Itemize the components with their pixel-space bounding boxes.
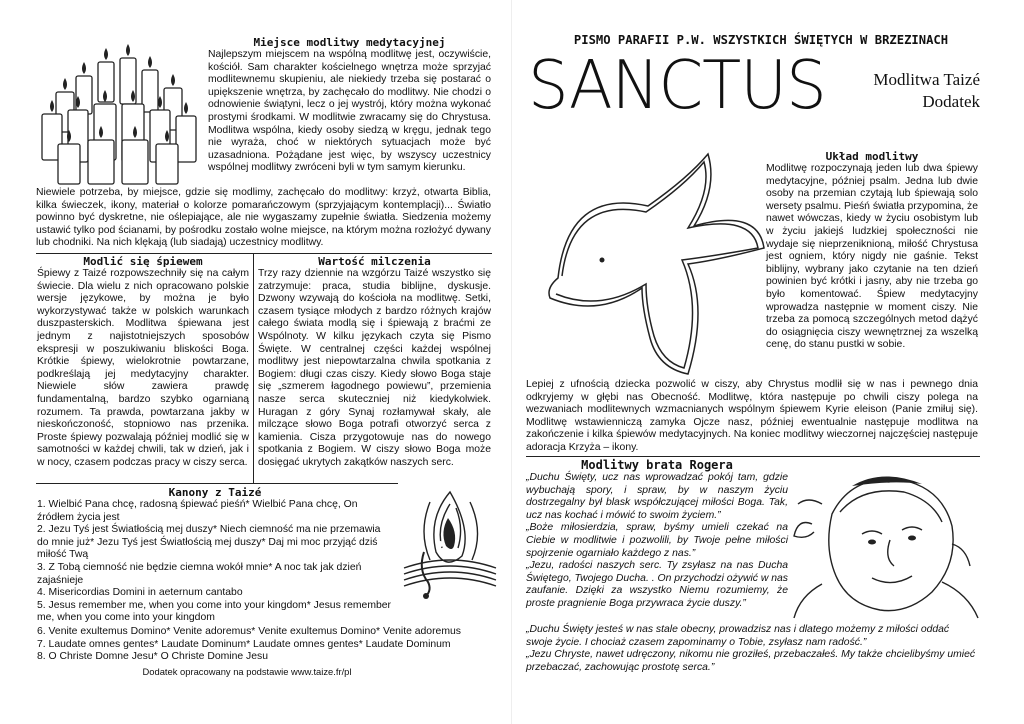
parish-header: PISMO PARAFII P.W. WSZYSTKICH ŚWIĘTYCH W BRZEZINACH [573, 33, 949, 47]
subtitle-taize: Modlitwa Taizé [873, 70, 980, 89]
roger-prayer: „Duchu Święty, ucz nas wprowadzać pokój tam, gdzie wybuchają spory, i spraw, by w naszym życiu dostrzegalny był blask współczującej miłości Boga. Tak, ucz nas kochać i mówić to swoim życiem.” [526, 472, 788, 521]
canon-item: 6. Venite exultemus Domino* Venite adoremus* Venite exultemus Domino* Venite adoremus [37, 626, 461, 637]
divider-left-vertical [253, 253, 254, 483]
candles-illustration [36, 40, 204, 188]
singing-text: Śpiewy z Taizé rozpowszechniły się na całym świecie. Dla wielu z nich opracowano polskie wersje językowe, by można je było wykorzystywać także w polskich warunkach duszpasterskich. Modlitwa śpiewana jest jednym z najistotniejszych sposobów ekspresji w poszukiwaniu bliskości Boga. Krótkie śpiewy, wielokrotnie powtarzane, podkreślają jej medytacyjny charakter. Niewiele słów zawiera prawdę fundamentalną, bardzo szybko ogarnianą rozumem. Ta prawda, powtarzana jakby w nieskończoność, stopniowo nas przenika. Proste śpiewy pozwalają później modlić się w samotności w każdej chwili, tak w dzień, jak i w nocy, czasem podczas pracy w ciszy serca. [37, 268, 249, 468]
layout-section [766, 150, 978, 352]
meditation-title: Miejsce modlitwy medytacyjnej [253, 36, 446, 49]
canons-footer: Dodatek opracowany na podstawie www.taize.fr/pl [142, 665, 352, 677]
meditation-section [208, 36, 491, 175]
subtitle-dodatek: Dodatek [922, 92, 980, 111]
silence-title: Wartość milczenia [318, 255, 431, 268]
canon-item: 5. Jesus remember me, when you come into your kingdom* Jesus remember me, when you come into your kingdom [37, 599, 392, 624]
divider-canons [36, 483, 398, 484]
page-fold [511, 0, 512, 724]
canons-full-items [37, 626, 497, 678]
layout-title: Układ modlitwy [825, 150, 919, 163]
meditation-text-full: Niewiele potrzeba, by miejsce, gdzie się modlimy, zachęcało do modlitwy: krzyż, otwarta Biblia, kilka świeczek, ikony, materiał o kolorze pomarańczowym (sprzyjającym kontemplacji)... Światło powinno być dyskretne, nie oślepiające, ale nie wygaszamy zupełnie światła. Siedzenia możemy ustawić tylko pod ścianami, by pośrodku zostało wolne miejsce, na którym można rozłożyć dywany lub chodniki. Na nich klękają (lub siadają) uczestnicy modlitwy. [36, 187, 491, 249]
canon-item: 7. Laudate omnes gentes* Laudate Dominum* Laudate omnes gentes* Laudate Dominum [37, 638, 451, 650]
canon-item: 1. Wielbić Pana chcę, radosną śpiewać pieśń* Wielbić Pana chcę, On źródłem życia jest [37, 499, 358, 523]
divider-roger [526, 456, 980, 457]
roger-prayer: „Duchu Święty jesteś w nas stale obecny, prowadzisz nas i dlatego możemy z miłości oddać swoje życie. I chociaż czasem zapominamy o Tobie, zsyłasz nam radość.” [526, 624, 950, 648]
roger-prayer: „Jezu, radości naszych serc. Ty zsyłasz na nas Ducha Świętego, Twojego Ducha. . On przychodzi ożywić w nas zaufanie. Dzięki za wszystko Niemu rozumiemy, że proste pragnienie Boga przywraca życie duszy.” [526, 560, 788, 609]
canon-item: 2. Jezu Tyś jest Światłością mej duszy* Niech ciemność ma nie przemawia do mnie już* Jezu Tyś jest Światłością mej duszy* Daj mi moc przyjąć dziś miłość Twą [37, 524, 381, 561]
canon-item: 3. Z Tobą ciemność nie będzie ciemna wokół mnie* A noc tak jak dzień zajaśnieje [37, 561, 362, 586]
brother-roger-portrait [792, 464, 980, 620]
singing-section [37, 255, 249, 470]
music-flame-illustration [400, 478, 500, 608]
roger-prayer: „Jezu Chryste, nawet udręczony, nikomu nie groziłeś, przebaczałeś. My także chcielibyśmy umieć przebaczać, zachowując prostotę serca.” [526, 649, 976, 673]
silence-section [258, 255, 491, 470]
masthead-sanctus: SANCTUS [528, 47, 826, 125]
roger-prayer: „Boże miłosierdzia, spraw, byśmy umieli czekać na Ciebie w modlitwie i pozwolili, by Twoje pełne miłości spojrzenie ogarniało każdego z nas.” [526, 522, 788, 559]
roger-section [526, 458, 788, 611]
singing-title: Modlić się śpiewem [83, 255, 203, 268]
meditation-text-wrapped: Najlepszym miejscem na wspólną modlitwę jest, oczywiście, kościół. Sam charakter kościelnego wnętrza może sprzyjać modlitewnemu skupieniu, ale niekiedy trzeba się postarać o upiększenie wnętrza, by zachęcało do modlitwy. Nie chodzi o odnowienie świątyni, lecz o jej wystrój, który można wykonać prostymi środkami. W modlitwie zwracamy się do Chrystusa. Modlitwa wspólna, kiedy osoby siedzą w kręgu, jednak tego nie wyraża, choć w niektórych sytuacjach może być uzasadniona. Pożądane jest więc, by wszyscy uczestnicy wspólnej modlitwy zwróceni byli w tym samym kierunku. [208, 49, 491, 174]
canons-title: Kanony z Taizé [168, 486, 262, 499]
layout-text-full: Lepiej z ufnością dziecka pozwolić w ciszy, aby Chrystus modlił się w nas i pewnego dnia odkryjemy w głębi nas Obecność. Modlitwę, która następuje po chwili ciszy polega na wezwaniach modlitewnych wzmacnianych wspólnym śpiewem Kyrie eleison (Panie zmiłuj się). Modlitwę wstawienniczą zamyka Ojcze nasz, później ewentualnie następuje modlitwa na zakończenie i kilka śpiewów medytacyjnych. Na koniec modlitwy wieczornej najczęściej następuje adoracja Krzyża – ikony. [526, 379, 978, 453]
roger-title: Modlitwy brata Rogera [581, 458, 733, 472]
roger-full [526, 624, 978, 674]
dove-illustration [538, 148, 770, 380]
silence-text: Trzy razy dziennie na wzgórzu Taizé wszystko się zatrzymuje: praca, studia biblijne, dyskusje. Dzwony wzywają do kościoła na modlitwę. Setki, czasem tysiące młodych z bardzo różnych krajów całego świata modlą się i śpiewają z braćmi ze Wspólnoty. W kilku językach czyta się Pismo Święte. W centralnej części każdej wspólnej modlitwy jest niepowtarzalna chwila spotkania z Bogiem: długi czas ciszy. Kiedy słowo Boga staje się „szmerem łagodnego powiewu”, przemienia nasze serca skuteczniej niż kiedykolwiek. Huragan z góry Synaj rozłamywał skały, ale milczące słowo Boga potrafi otworzyć serca z kamienia. Cisza przygotowuje nas do nowego spotkania z Bogiem. W ciszy słowo Boga może dosięgać ukrytych zakątków naszych serc. [258, 268, 491, 468]
layout-text-wrapped: Modlitwę rozpoczynają jeden lub dwa śpiewy medytacyjne, później psalm. Jedna lub dwie osoby na przemian czytają lub śpiewają solo wersety psalmu. Pieśń światła przypomina, że nawet wówczas, kiedy w życiu osobistym lub w życiu jakiejś ludzkiej społeczności nie wydaje się nieprzeniknioną, miłość Chrystusa jest ogniem, który nigdy nie gaśnie. Tekst biblijny, wybrany jako czytanie na ten dzień powinien być krótki i jasny, aby nie trzeba go było komentować. Śpiew medytacyjny wprowadza następnie w moment ciszy. Nie trzeba za pomocą szczególnych metod dążyć do osiągnięcia ciszy wewnętrznej za wszelką cenę, do stanu pustki w sobie. [766, 163, 978, 351]
canon-item: 4. Misericordias Domini in aeternum cantabo [37, 587, 243, 599]
canons-section [37, 486, 393, 625]
divider-left-top [36, 253, 492, 254]
canon-item: 8. O Christe Domne Jesu* O Christe Domine Jesu [37, 651, 268, 663]
